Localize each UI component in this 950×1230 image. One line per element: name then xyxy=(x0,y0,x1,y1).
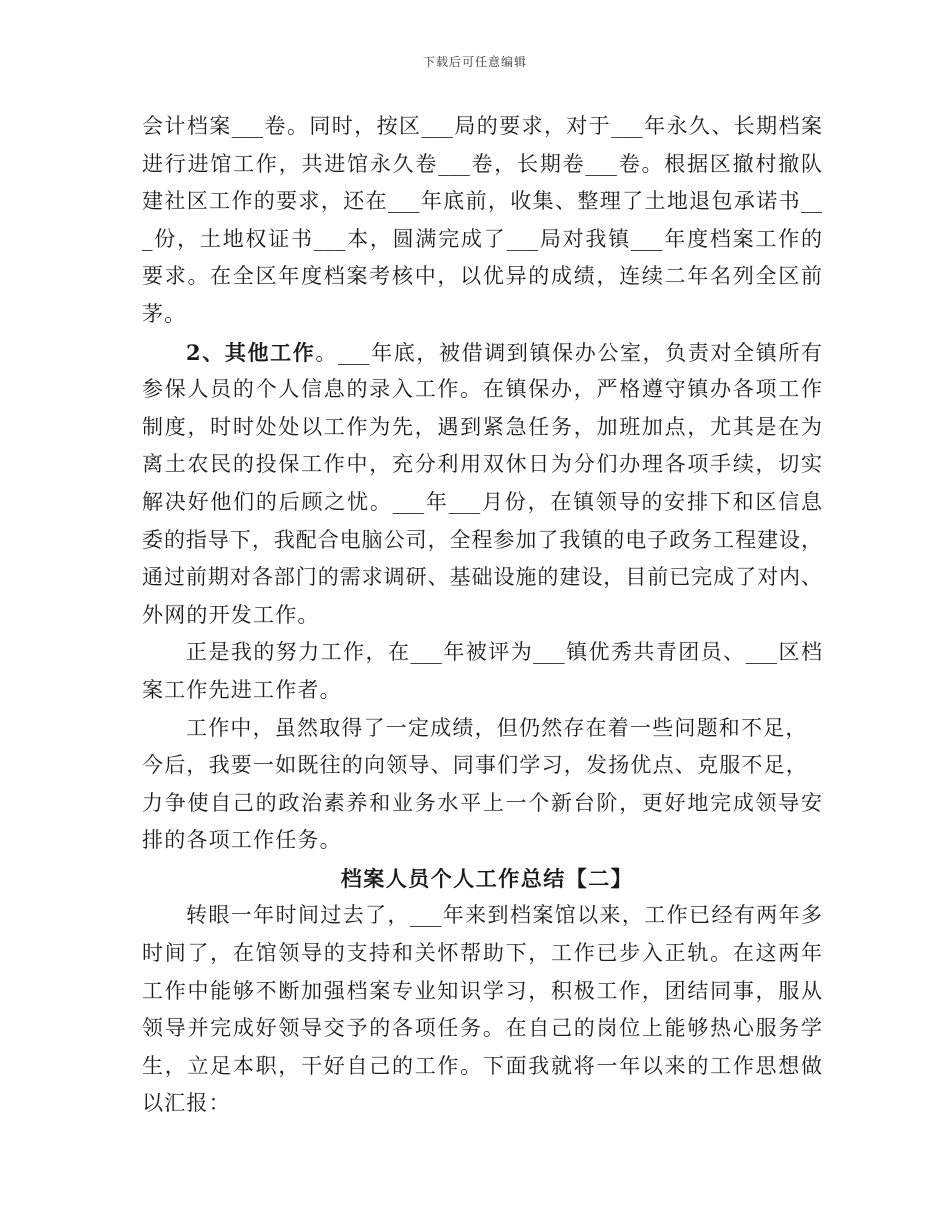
text-line xyxy=(142,1010,822,1048)
line-text: 通过前期对各部门的需求调研、基础设施的建设，目前已完成了对内、 xyxy=(142,565,822,590)
line-text: 正是我的努力工作，在___年被评为___镇优秀共青团员、___区档 xyxy=(186,640,822,665)
text-line xyxy=(142,747,822,785)
page-header: 下载后可任意编辑 xyxy=(422,55,527,69)
line-text: 委的指导下，我配合电脑公司，全程参加了我镇的电子政务工程建设， xyxy=(142,527,822,552)
text-line xyxy=(142,710,822,748)
text-line xyxy=(142,296,822,334)
text-line xyxy=(142,108,822,146)
line-text: 转眼一年时间过去了，___年来到档案馆以来，工作已经有两年多 xyxy=(186,903,822,928)
line-text: 时间了，在馆领导的支持和关怀帮助下，工作已步入正轨。在这两年 xyxy=(142,941,822,966)
text-line xyxy=(142,221,822,259)
line-text: 今后，我要一如既往的向领导、同事们学习，发扬优点、克服不足， xyxy=(142,753,808,778)
line-text: 建社区工作的要求，还在___年底前，收集、整理了土地退包承诺书__ xyxy=(142,189,822,214)
line-text: _份，土地权证书___本，圆满完成了___局对我镇___年度档案工作的 xyxy=(142,226,822,251)
text-line xyxy=(142,785,822,823)
line-text: 要求。在全区年度档案考核中，以优异的成绩，连续二年名列全区前 xyxy=(142,264,822,289)
line-text: 。___年底，被借调到镇保办公室，负责对全镇所有 xyxy=(315,340,822,365)
text-line xyxy=(142,822,822,860)
line-text: 领导并完成好领导交予的各项任务。在自己的岗位上能够热心服务学 xyxy=(142,1016,822,1041)
line-text: 工作中能够不断加强档案专业知识学习，积极工作，团结同事，服从 xyxy=(142,978,822,1003)
text-line xyxy=(142,1048,822,1086)
section-one xyxy=(142,108,822,860)
text-line xyxy=(142,1085,822,1123)
text-line xyxy=(142,446,822,484)
line-text: 排的各项工作任务。 xyxy=(142,828,342,853)
line-text: 参保人员的个人信息的录入工作。在镇保办，严格遵守镇办各项工作 xyxy=(142,377,822,402)
section-two xyxy=(142,897,822,1123)
bold-lead: 2、其他工作 xyxy=(186,339,316,365)
document-body xyxy=(142,108,822,1123)
text-line xyxy=(142,973,822,1011)
text-line xyxy=(142,146,822,184)
text-line xyxy=(142,484,822,522)
line-text: 茅。 xyxy=(142,301,187,326)
text-line xyxy=(142,522,822,560)
line-text: 制度，时时处处以工作为先，遇到紧急任务，加班加点，尤其是在为 xyxy=(142,414,822,439)
text-line xyxy=(142,672,822,710)
line-text: 进行进馆工作，共进馆永久卷___卷，长期卷___卷。根据区撤村撤队 xyxy=(142,151,822,176)
section-heading: 档案人员个人工作总结【二】 xyxy=(340,865,634,891)
text-line xyxy=(142,559,822,597)
line-text: 外网的开发工作。 xyxy=(142,602,320,627)
text-line xyxy=(142,634,822,672)
line-text: 解决好他们的后顾之忧。___年___月份，在镇领导的安排下和区信息 xyxy=(142,489,822,514)
text-line xyxy=(142,935,822,973)
line-text: 会计档案___卷。同时，按区___局的要求，对于___年永久、长期档案 xyxy=(142,114,822,138)
line-text: 生，立足本职，干好自己的工作。下面我就将一年以来的工作思想做 xyxy=(142,1053,822,1078)
text-line xyxy=(142,334,822,372)
text-line xyxy=(142,597,822,635)
text-line xyxy=(142,183,822,221)
text-line xyxy=(142,371,822,409)
text-line xyxy=(142,409,822,447)
line-text: 工作中，虽然取得了一定成绩，但仍然存在着一些问题和不足， xyxy=(186,715,808,740)
text-line xyxy=(142,258,822,296)
line-text: 案工作先进工作者。 xyxy=(142,677,342,702)
text-line xyxy=(142,897,822,935)
line-text: 力争使自己的政治素养和业务水平上一个新台阶，更好地完成领导安 xyxy=(142,790,822,815)
line-text: 离土农民的投保工作中，充分利用双休日为分们办理各项手续，切实 xyxy=(142,452,822,477)
line-text: 以汇报： xyxy=(142,1091,231,1116)
